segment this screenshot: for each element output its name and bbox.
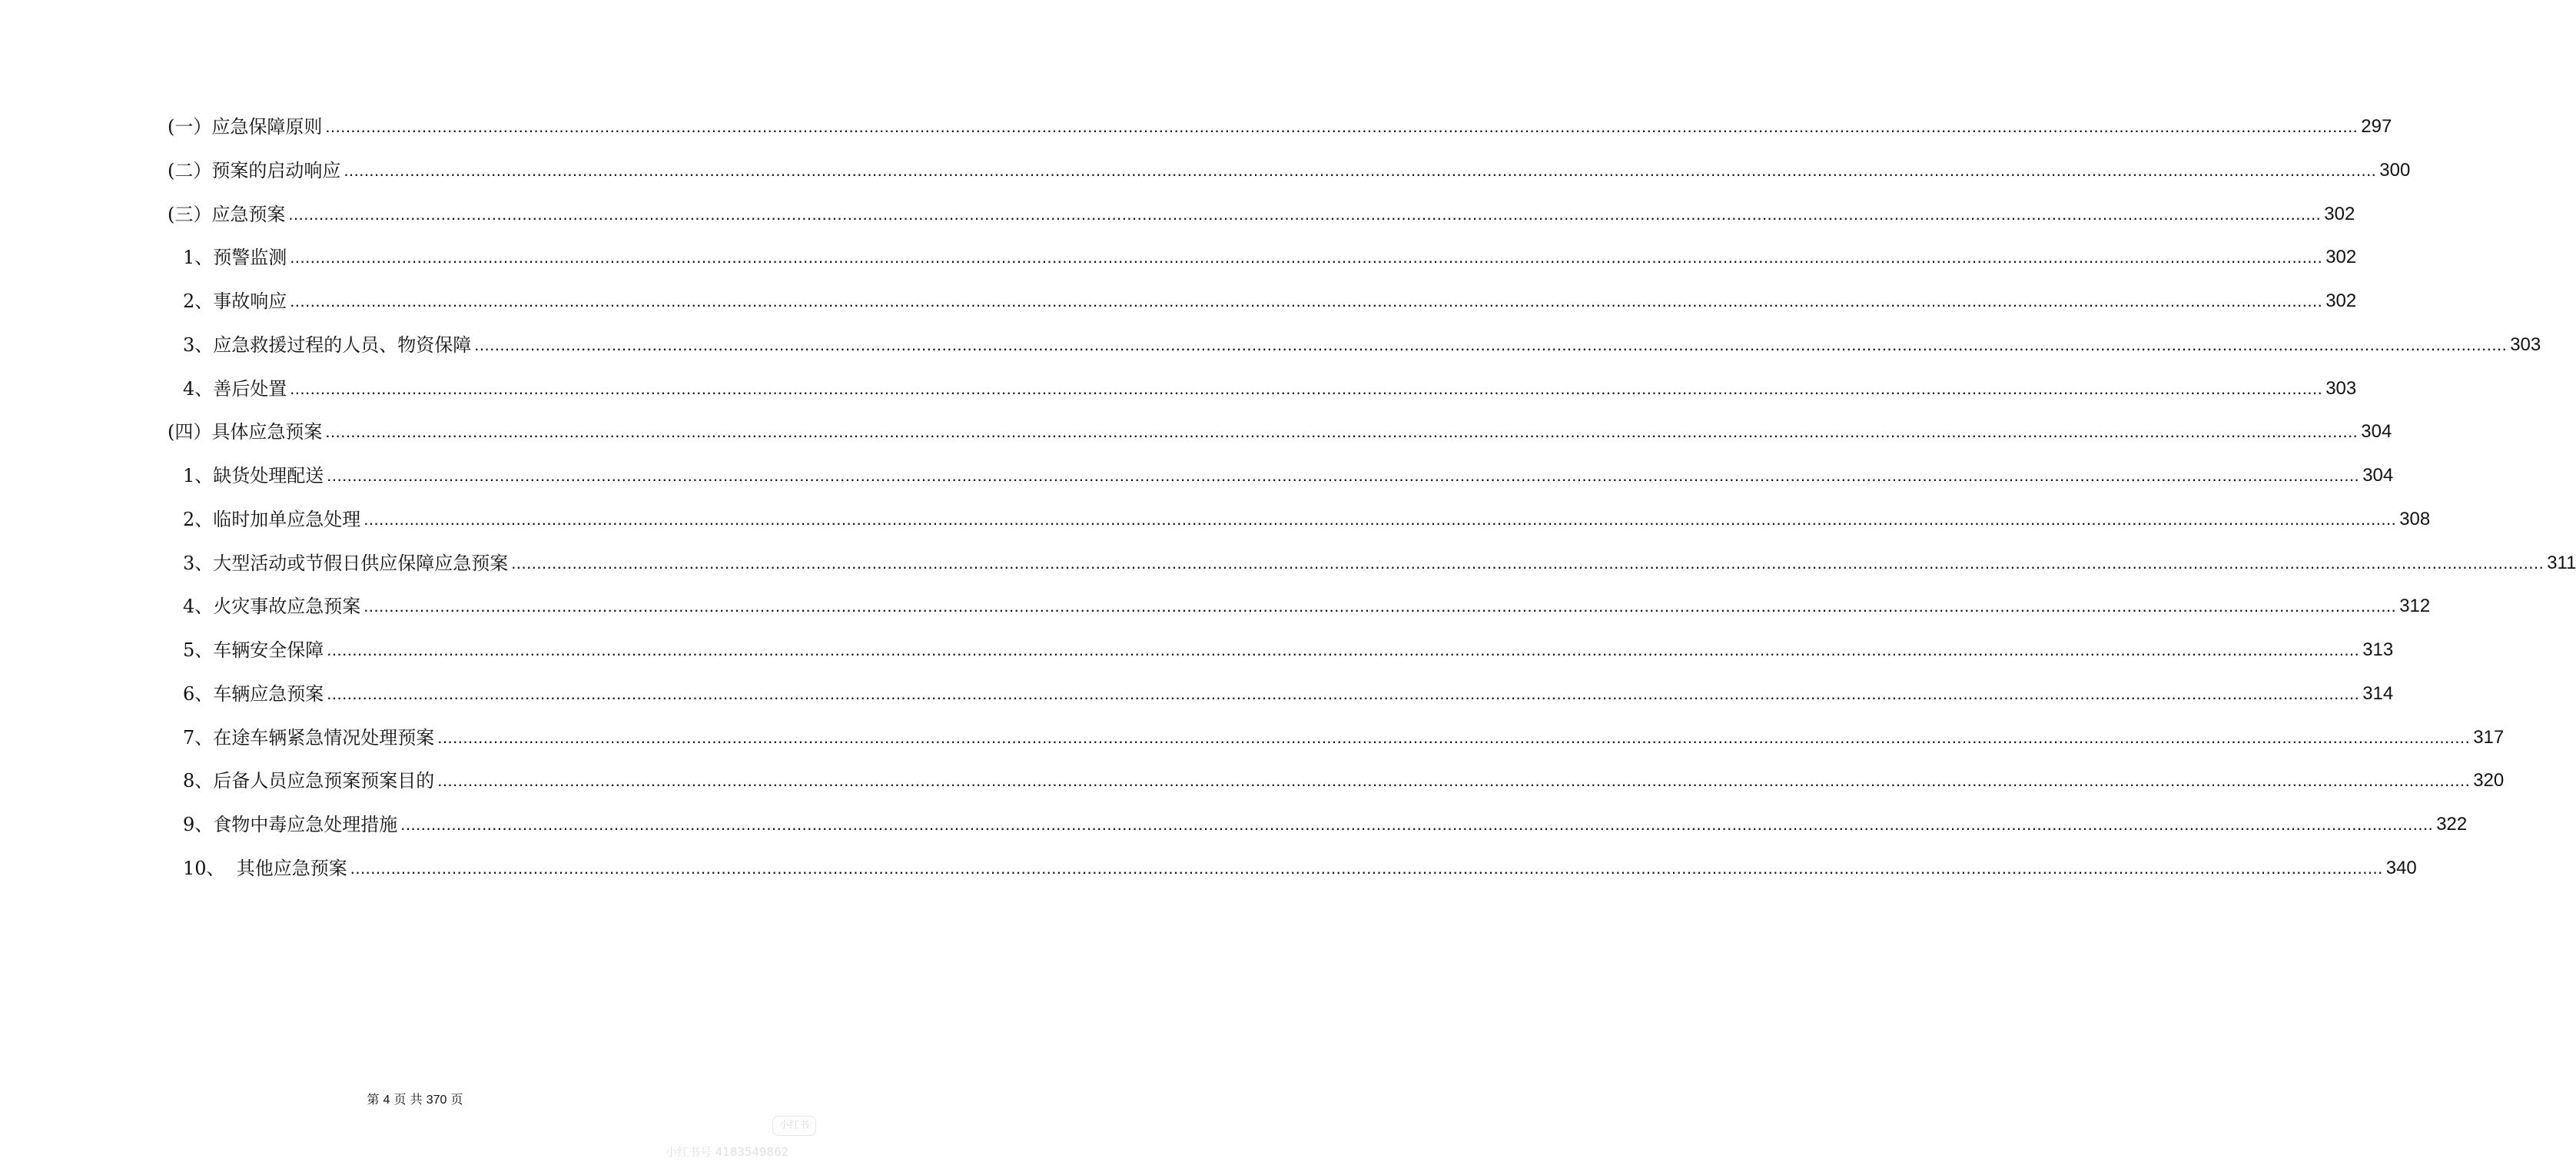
toc-dot-leader: ................................................................................................................................................................................................................................................................................................................................................................................................................ — [327, 640, 2360, 659]
toc-dot-leader: ................................................................................................................................................................................................................................................................................................................................................................................................................ — [344, 160, 2377, 180]
toc-entry-page-number: 313 — [2362, 639, 2394, 660]
toc-entry[interactable] — [183, 719, 2505, 749]
toc-entry-page-number: 311 — [2547, 552, 2576, 573]
current-page-number: 4 — [383, 1094, 390, 1107]
toc-entry-page-number: 312 — [2399, 596, 2431, 617]
toc-entry-title: (四）具体应急预案 — [168, 421, 323, 443]
toc-entry-title: 7、在途车辆紧急情况处理预案 — [183, 726, 435, 748]
toc-dot-leader: ................................................................................................................................................................................................................................................................................................................................................................................................................ — [350, 858, 2383, 878]
toc-entry-page-number: 302 — [2325, 247, 2357, 268]
toc-entry-title: (一）应急保障原则 — [168, 116, 323, 138]
toc-dot-leader: ................................................................................................................................................................................................................................................................................................................................................................................................................ — [437, 771, 2471, 791]
toc-entry-title: 3、大型活动或节假日供应保障应急预案 — [183, 552, 509, 574]
toc-entry-title: 2、临时加单应急处理 — [183, 508, 361, 530]
toc-dot-leader: ................................................................................................................................................................................................................................................................................................................................................................................................................ — [437, 727, 2471, 747]
toc-entry[interactable] — [168, 151, 2411, 182]
toc-entry[interactable] — [168, 108, 2392, 138]
toc-entry-title: 1、缺货处理配送 — [183, 465, 324, 486]
toc-dot-leader: ................................................................................................................................................................................................................................................................................................................................................................................................................ — [290, 291, 2323, 310]
footer-suffix: 页 — [450, 1092, 463, 1107]
toc-entry-page-number: 340 — [2385, 857, 2417, 878]
toc-entry-page-number: 304 — [2361, 421, 2392, 443]
toc-dot-leader: ................................................................................................................................................................................................................................................................................................................................................................................................................ — [325, 117, 2359, 136]
toc-entry-title: 3、应急救援过程的人员、物资保障 — [183, 334, 472, 356]
toc-dot-leader: ................................................................................................................................................................................................................................................................................................................................................................................................................ — [363, 596, 2397, 616]
toc-dot-leader: ................................................................................................................................................................................................................................................................................................................................................................................................................ — [327, 683, 2360, 703]
toc-entry-title: 4、火灾事故应急预案 — [183, 596, 361, 618]
toc-entry[interactable] — [183, 326, 2541, 357]
toc-entry[interactable] — [183, 631, 2394, 662]
toc-dot-leader: ................................................................................................................................................................................................................................................................................................................................................................................................................ — [290, 378, 2323, 398]
toc-dot-leader: ................................................................................................................................................................................................................................................................................................................................................................................................................ — [290, 247, 2323, 267]
toc-entry-page-number: 302 — [2325, 290, 2357, 311]
toc-entry-title: (二）预案的启动响应 — [168, 159, 341, 181]
toc-entry-page-number: 320 — [2473, 770, 2505, 792]
toc-entry[interactable] — [168, 413, 2392, 443]
toc-entry-page-number: 303 — [2510, 334, 2541, 355]
footer-middle: 页 共 — [393, 1092, 423, 1107]
toc-entry-page-number: 317 — [2473, 726, 2505, 748]
toc-entry-title: 1、预警监测 — [183, 247, 287, 269]
toc-entry[interactable] — [183, 675, 2394, 705]
toc-entry-page-number: 303 — [2325, 377, 2357, 399]
toc-entry[interactable] — [183, 849, 2417, 880]
toc-entry-page-number: 300 — [2379, 159, 2411, 181]
toc-entry-page-number: 314 — [2362, 682, 2394, 704]
toc-dot-leader: ................................................................................................................................................................................................................................................................................................................................................................................................................ — [325, 422, 2359, 442]
toc-entry-page-number: 297 — [2361, 116, 2392, 137]
toc-entry-title: 9、食物中毒应急处理措施 — [183, 814, 398, 835]
toc-entry[interactable] — [183, 500, 2431, 531]
toc-dot-leader: ................................................................................................................................................................................................................................................................................................................................................................................................................ — [327, 466, 2360, 485]
toc-entry-page-number: 302 — [2324, 203, 2355, 224]
toc-entry[interactable] — [183, 370, 2357, 400]
toc-entry[interactable] — [183, 456, 2394, 487]
toc-entry-page-number: 322 — [2436, 814, 2468, 835]
toc-dot-leader: ................................................................................................................................................................................................................................................................................................................................................................................................................ — [288, 204, 2322, 224]
toc-entry[interactable] — [183, 587, 2431, 618]
toc-entry[interactable] — [183, 544, 2576, 575]
toc-entry-title: 8、后备人员应急预案预案目的 — [183, 770, 435, 792]
toc-entry-title: (三）应急预案 — [168, 203, 286, 225]
toc-dot-leader: ................................................................................................................................................................................................................................................................................................................................................................................................................ — [511, 553, 2544, 573]
toc-entry-title: 10、 其他应急预案 — [183, 857, 347, 879]
footer-prefix: 第 — [367, 1092, 380, 1107]
watermark-id: 小红书号 4183549862 — [666, 1145, 789, 1159]
toc-entry-title: 6、车辆应急预案 — [183, 682, 324, 705]
toc-dot-leader: ................................................................................................................................................................................................................................................................................................................................................................................................................ — [400, 815, 2434, 834]
toc-entry[interactable] — [183, 805, 2468, 836]
toc-entry-title: 5、车辆安全保障 — [183, 639, 324, 661]
toc-dot-leader: ................................................................................................................................................................................................................................................................................................................................................................................................................ — [363, 509, 2397, 529]
toc-entry-title: 2、事故响应 — [183, 290, 287, 312]
toc-entry[interactable] — [168, 195, 2355, 226]
toc-entry-page-number: 304 — [2362, 465, 2394, 486]
toc-entry[interactable] — [183, 238, 2357, 269]
page-footer — [0, 1090, 830, 1107]
toc-dot-leader: ................................................................................................................................................................................................................................................................................................................................................................................................................ — [474, 334, 2508, 354]
total-page-number: 370 — [426, 1094, 447, 1107]
toc-entry[interactable] — [183, 282, 2357, 313]
toc-entry-page-number: 308 — [2399, 508, 2431, 529]
toc-entry-title: 4、善后处置 — [183, 377, 287, 400]
watermark-logo: 小红书 — [772, 1116, 816, 1136]
toc-entry[interactable] — [183, 762, 2505, 792]
